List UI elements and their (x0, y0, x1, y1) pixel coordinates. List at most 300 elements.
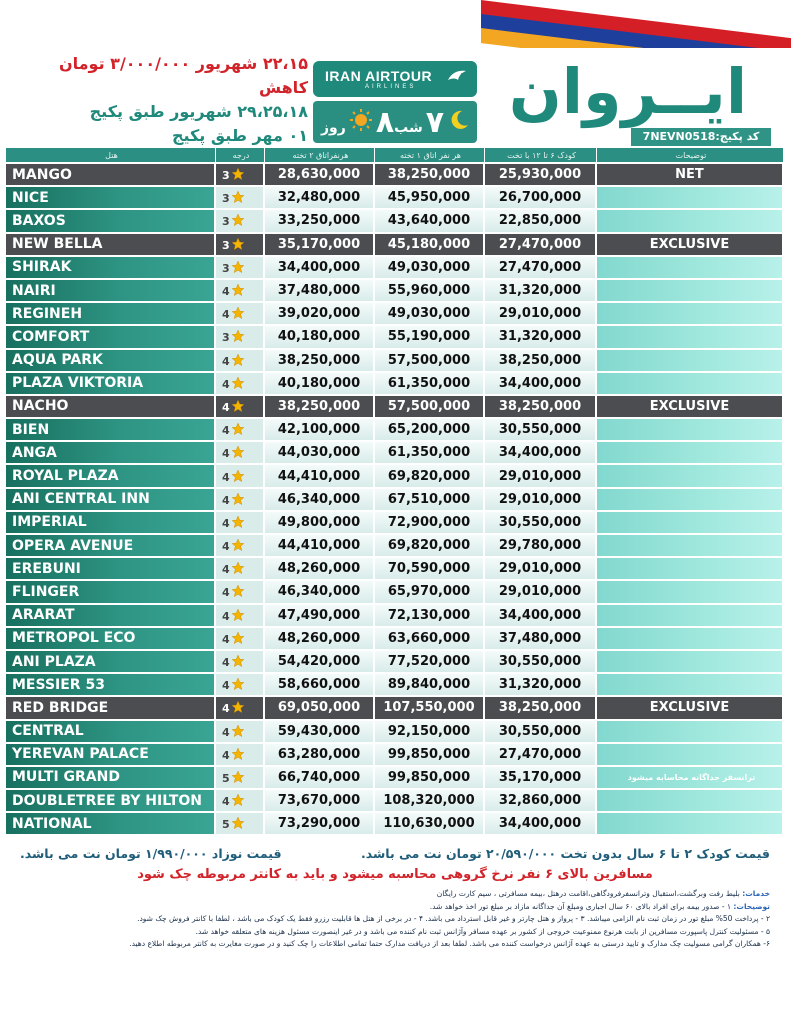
price-child: 29,010,000 (485, 489, 597, 510)
rating-value: 3 (222, 192, 230, 206)
row-notes (597, 512, 784, 533)
armenia-flag-ribbon (481, 0, 791, 48)
hotel-name: MESSIER 53 (6, 674, 216, 695)
header-single: هر نفر اتاق ۱ تخته (375, 148, 485, 162)
hotel-name: ARARAT (6, 605, 216, 626)
hotel-price-table (6, 146, 784, 836)
star-icon (230, 563, 245, 576)
hotel-name: AQUA PARK (6, 350, 216, 371)
price-single: 65,200,000 (375, 419, 485, 440)
row-notes (597, 581, 784, 602)
table-row (6, 605, 784, 626)
note-3: ۵ - مسئولیت کنترل پاسپورت مسافرین از بابت هرنوع ممنوعیت خروجی از کشور بر عهده مسافر وآژانس ثبت نام کننده می باشد و در غیر اینصورت مسئول هزینه های متعلقه خواهد شد. (195, 926, 770, 936)
table-row (6, 813, 784, 834)
star-icon (230, 447, 245, 460)
hotel-name: DOUBLETREE BY HILTON (6, 790, 216, 811)
price-double: 49,800,000 (265, 512, 375, 533)
price-single: 61,350,000 (375, 373, 485, 394)
note-4: ۶- همکاران گرامی مسولیت چک مدارک و تایید درستی به عهده آژانس درخواست کننده می باشد. لطفا بعد از دریافت مدارک حتما تمامی اطلاعات را چک کنید و در صورت مغایرت به کانتر مربوطه اطلاع دهید. (129, 939, 770, 948)
price-double: 48,260,000 (265, 558, 375, 579)
star-icon (230, 285, 245, 298)
hotel-rating (216, 350, 265, 371)
price-single: 99,850,000 (375, 744, 485, 765)
price-child: 26,700,000 (485, 187, 597, 208)
table-row (6, 280, 784, 301)
row-notes (597, 373, 784, 394)
price-child: 34,400,000 (485, 813, 597, 834)
hotel-rating (216, 396, 265, 417)
star-icon (230, 795, 245, 808)
infant-price-note: قیمت نوزاد ۱/۹۹۰/۰۰۰ تومان نت می باشد. (20, 846, 282, 861)
hotel-rating (216, 373, 265, 394)
price-child: 30,550,000 (485, 512, 597, 533)
airline-name: IRAN AIRTOUR (325, 68, 433, 84)
hotel-name: YEREVAN PALACE (6, 744, 216, 765)
price-child: 31,320,000 (485, 674, 597, 695)
row-notes (597, 257, 784, 278)
duration-box (313, 101, 477, 143)
hotel-rating (216, 581, 265, 602)
price-double: 34,400,000 (265, 257, 375, 278)
row-notes: ترانسفر جداگانه محاسابه میشود (597, 767, 784, 788)
star-icon (230, 401, 245, 414)
row-notes: EXCLUSIVE (597, 396, 784, 417)
price-double: 39,020,000 (265, 303, 375, 324)
price-child: 25,930,000 (485, 164, 597, 185)
price-single: 63,660,000 (375, 628, 485, 649)
rating-value: 4 (222, 540, 230, 554)
hotel-name: NEW BELLA (6, 234, 216, 255)
tour-dates (20, 52, 308, 148)
package-code: کد پکیج:7NEVN0518 (631, 128, 771, 146)
airline-subtitle: AIRLINES (365, 84, 417, 90)
star-icon (230, 656, 245, 669)
rating-value: 4 (222, 725, 230, 739)
header-stars: درجه (216, 148, 265, 162)
price-double: 59,430,000 (265, 721, 375, 742)
services-and-notes (20, 888, 770, 950)
hotel-rating (216, 164, 265, 185)
nights-word: شب (394, 119, 423, 136)
star-icon (230, 239, 245, 252)
hotel-name: RED BRIDGE (6, 697, 216, 718)
nights-number: ۷ (425, 104, 445, 140)
table-row (6, 465, 784, 486)
price-double: 63,280,000 (265, 744, 375, 765)
price-single: 69,820,000 (375, 535, 485, 556)
footer (20, 846, 770, 951)
price-child: 37,480,000 (485, 628, 597, 649)
star-icon (230, 540, 245, 553)
hotel-rating (216, 605, 265, 626)
rating-value: 4 (222, 795, 230, 809)
rating-value: 4 (222, 516, 230, 530)
price-single: 45,950,000 (375, 187, 485, 208)
rating-value: 4 (222, 702, 230, 716)
rating-value: 3 (222, 238, 230, 252)
price-single: 55,190,000 (375, 326, 485, 347)
row-notes (597, 535, 784, 556)
star-icon (230, 308, 245, 321)
price-single: 57,500,000 (375, 350, 485, 371)
hotel-name: BIEN (6, 419, 216, 440)
row-notes (597, 651, 784, 672)
price-child: 29,780,000 (485, 535, 597, 556)
services-line (20, 888, 770, 900)
price-single: 72,900,000 (375, 512, 485, 533)
table-row (6, 326, 784, 347)
hotel-rating (216, 813, 265, 834)
row-notes (597, 558, 784, 579)
price-double: 35,170,000 (265, 234, 375, 255)
price-child: 38,250,000 (485, 697, 597, 718)
price-double: 33,250,000 (265, 210, 375, 231)
hotel-name: ROYAL PLAZA (6, 465, 216, 486)
nights-part (394, 105, 471, 140)
row-notes (597, 489, 784, 510)
rating-value: 4 (222, 308, 230, 322)
price-child: 29,010,000 (485, 558, 597, 579)
services-label: خدمات: (742, 889, 770, 898)
price-single: 61,350,000 (375, 442, 485, 463)
price-single: 57,500,000 (375, 396, 485, 417)
days-number: ۸ (375, 104, 395, 140)
rating-value: 4 (222, 586, 230, 600)
table-row (6, 489, 784, 510)
child-price-note: قیمت کودک ۲ تا ۶ سال بدون تخت ۲۰/۵۹۰/۰۰۰ تومان نت می باشد. (360, 846, 770, 861)
hotel-rating (216, 790, 265, 811)
rating-value: 4 (222, 632, 230, 646)
price-child: 31,320,000 (485, 326, 597, 347)
star-icon (230, 169, 245, 182)
price-double: 44,410,000 (265, 535, 375, 556)
row-notes: EXCLUSIVE (597, 697, 784, 718)
table-row (6, 396, 784, 417)
hotel-name: NACHO (6, 396, 216, 417)
star-icon (230, 610, 245, 623)
hotel-rating (216, 767, 265, 788)
price-child: 27,470,000 (485, 744, 597, 765)
price-single: 108,320,000 (375, 790, 485, 811)
price-single: 55,960,000 (375, 280, 485, 301)
price-double: 46,340,000 (265, 489, 375, 510)
note-1: ۱ - صدور بیمه برای افراد بالای ۶۰ سال اجباری ومبلغ آن جداگانه مازاد بر مبلغ تور اخذ خواهد شد. (429, 901, 732, 911)
table-row (6, 651, 784, 672)
notes-line-1 (20, 901, 770, 913)
price-child: 22,850,000 (485, 210, 597, 231)
hotel-rating (216, 558, 265, 579)
table-row (6, 512, 784, 533)
header-hotel: هتل (6, 148, 216, 162)
hotel-rating (216, 257, 265, 278)
rating-value: 4 (222, 493, 230, 507)
services-text: بلیط رفت وبرگشت،استقبال وترانسفرفرودگاهی،اقامت درهتل ،بیمه مسافرتی ، سیم کارت رایگان (436, 889, 740, 898)
price-double: 44,030,000 (265, 442, 375, 463)
table-row (6, 373, 784, 394)
price-double: 73,670,000 (265, 790, 375, 811)
rating-value: 3 (222, 331, 230, 345)
price-single: 77,520,000 (375, 651, 485, 672)
rating-value: 4 (222, 656, 230, 670)
airline-logo (313, 61, 477, 97)
star-icon (230, 633, 245, 646)
price-single: 65,970,000 (375, 581, 485, 602)
table-row (6, 210, 784, 231)
price-child: 29,010,000 (485, 465, 597, 486)
row-notes: EXCLUSIVE (597, 234, 784, 255)
price-single: 67,510,000 (375, 489, 485, 510)
rating-value: 4 (222, 748, 230, 762)
rating-value: 4 (222, 679, 230, 693)
table-row (6, 164, 784, 185)
hotel-name: COMFORT (6, 326, 216, 347)
hotel-rating (216, 280, 265, 301)
table-row (6, 350, 784, 371)
rating-value: 4 (222, 447, 230, 461)
price-double: 28,630,000 (265, 164, 375, 185)
hotel-name: ANGA (6, 442, 216, 463)
star-icon (230, 818, 245, 831)
star-icon (230, 192, 245, 205)
table-row (6, 558, 784, 579)
hotel-name: SHIRAK (6, 257, 216, 278)
price-child: 38,250,000 (485, 396, 597, 417)
price-child: 38,250,000 (485, 350, 597, 371)
hotel-name: PLAZA VIKTORIA (6, 373, 216, 394)
hotel-name: NICE (6, 187, 216, 208)
hotel-rating (216, 512, 265, 533)
price-child: 30,550,000 (485, 651, 597, 672)
price-double: 47,490,000 (265, 605, 375, 626)
rating-value: 4 (222, 377, 230, 391)
price-child: 30,550,000 (485, 721, 597, 742)
hotel-rating (216, 442, 265, 463)
price-child: 30,550,000 (485, 419, 597, 440)
price-single: 110,630,000 (375, 813, 485, 834)
table-row (6, 442, 784, 463)
price-child: 31,320,000 (485, 280, 597, 301)
notes-label: توضیحات: (733, 901, 770, 911)
table-row (6, 535, 784, 556)
hotel-rating (216, 326, 265, 347)
star-icon (230, 471, 245, 484)
hotel-rating (216, 419, 265, 440)
price-child: 34,400,000 (485, 373, 597, 394)
star-icon (230, 355, 245, 368)
star-icon (230, 378, 245, 391)
row-notes (597, 187, 784, 208)
price-double: 54,420,000 (265, 651, 375, 672)
star-icon (230, 424, 245, 437)
price-single: 38,250,000 (375, 164, 485, 185)
star-icon (230, 772, 245, 785)
price-double: 38,250,000 (265, 396, 375, 417)
date-line-discount: ۲۲،۱۵ شهریور ۳/۰۰۰/۰۰۰ تومان کاهش (58, 54, 308, 97)
price-child: 27,470,000 (485, 234, 597, 255)
price-double: 69,050,000 (265, 697, 375, 718)
price-child: 34,400,000 (485, 442, 597, 463)
header-notes: توضیحات (597, 148, 784, 162)
price-double: 38,250,000 (265, 350, 375, 371)
hotel-name: CENTRAL (6, 721, 216, 742)
table-row (6, 419, 784, 440)
rating-value: 3 (222, 169, 230, 183)
row-notes (597, 744, 784, 765)
price-child: 34,400,000 (485, 605, 597, 626)
price-child: 29,010,000 (485, 303, 597, 324)
price-double: 40,180,000 (265, 326, 375, 347)
destination-title: ایــروان (508, 55, 748, 128)
table-row (6, 234, 784, 255)
row-notes (597, 721, 784, 742)
row-notes (597, 813, 784, 834)
rating-value: 4 (222, 285, 230, 299)
star-icon (230, 586, 245, 599)
rating-value: 5 (222, 771, 230, 785)
header-double: هرنفراتاق ۲ تخته (265, 148, 375, 162)
star-icon (230, 517, 245, 530)
rating-value: 4 (222, 400, 230, 414)
row-notes: NET (597, 164, 784, 185)
price-child: 32,860,000 (485, 790, 597, 811)
price-single: 89,840,000 (375, 674, 485, 695)
row-notes (597, 605, 784, 626)
price-double: 42,100,000 (265, 419, 375, 440)
price-single: 49,030,000 (375, 303, 485, 324)
hotel-name: REGINEH (6, 303, 216, 324)
rating-value: 5 (222, 818, 230, 832)
star-icon (230, 494, 245, 507)
table-row (6, 767, 784, 788)
table-row (6, 303, 784, 324)
table-header-row (6, 148, 784, 162)
group-note: مسافرین بالای ۶ نفر نرخ گروهی محاسبه میشود و باید به کانتر مربوطه چک شود (137, 867, 653, 882)
row-notes (597, 303, 784, 324)
table-row (6, 744, 784, 765)
hotel-name: FLINGER (6, 581, 216, 602)
hotel-name: METROPOL ECO (6, 628, 216, 649)
price-double: 40,180,000 (265, 373, 375, 394)
row-notes (597, 628, 784, 649)
hotel-name: ANI PLAZA (6, 651, 216, 672)
star-icon (230, 331, 245, 344)
hotel-name: MANGO (6, 164, 216, 185)
price-child: 35,170,000 (485, 767, 597, 788)
hotel-rating (216, 651, 265, 672)
row-notes (597, 326, 784, 347)
price-single: 99,850,000 (375, 767, 485, 788)
table-row (6, 721, 784, 742)
row-notes (597, 280, 784, 301)
extra-prices (20, 846, 770, 861)
price-child: 29,010,000 (485, 581, 597, 602)
table-row (6, 697, 784, 718)
bird-icon (445, 66, 469, 90)
row-notes (597, 790, 784, 811)
hotel-rating (216, 721, 265, 742)
hotel-rating (216, 234, 265, 255)
hotel-rating (216, 303, 265, 324)
row-notes (597, 419, 784, 440)
hotel-rating (216, 674, 265, 695)
price-single: 70,590,000 (375, 558, 485, 579)
row-notes (597, 442, 784, 463)
hotel-rating (216, 489, 265, 510)
price-single: 45,180,000 (375, 234, 485, 255)
rating-value: 3 (222, 215, 230, 229)
rating-value: 3 (222, 261, 230, 275)
days-word: روز (321, 119, 346, 136)
hotel-name: IMPERIAL (6, 512, 216, 533)
hotel-name: BAXOS (6, 210, 216, 231)
sun-icon (349, 108, 373, 132)
table-row (6, 187, 784, 208)
hotel-rating (216, 697, 265, 718)
date-line-package: ۲۹،۲۵،۱۸ شهریور طبق پکیج (89, 102, 308, 121)
hotel-rating (216, 628, 265, 649)
star-icon (230, 262, 245, 275)
hotel-rating (216, 535, 265, 556)
note-2: ۲ - پرداخت 50% مبلغ تور در زمان ثبت نام الزامی میباشد. ۳ - پرواز و هتل چارتر و غیر قابل استرداد می باشد. ۴ - در برخی از هتل ها قابلیت رزرو فقط یک کودک می باشد ، لطفا با کانتر فروش چک شود. (137, 914, 770, 923)
row-notes (597, 210, 784, 231)
price-single: 72,130,000 (375, 605, 485, 626)
hotel-name: MULTI GRAND (6, 767, 216, 788)
hotel-rating (216, 465, 265, 486)
hotel-name: ANI CENTRAL INN (6, 489, 216, 510)
row-notes (597, 350, 784, 371)
star-icon (230, 749, 245, 762)
rating-value: 4 (222, 563, 230, 577)
date-line-mehr: ۰۱ مهر طبق پکیج (171, 126, 308, 145)
hotel-name: NATIONAL (6, 813, 216, 834)
price-double: 37,480,000 (265, 280, 375, 301)
price-double: 66,740,000 (265, 767, 375, 788)
table-row (6, 257, 784, 278)
row-notes (597, 465, 784, 486)
price-single: 43,640,000 (375, 210, 485, 231)
table-row (6, 628, 784, 649)
hotel-rating (216, 744, 265, 765)
rating-value: 4 (222, 609, 230, 623)
rating-value: 4 (222, 354, 230, 368)
moon-icon (447, 108, 471, 132)
hotel-name: OPERA AVENUE (6, 535, 216, 556)
hotel-rating (216, 210, 265, 231)
price-double: 46,340,000 (265, 581, 375, 602)
days-part (321, 105, 394, 140)
row-notes (597, 674, 784, 695)
price-double: 32,480,000 (265, 187, 375, 208)
price-double: 48,260,000 (265, 628, 375, 649)
hotel-rating (216, 187, 265, 208)
hotel-name: NAIRI (6, 280, 216, 301)
price-double: 73,290,000 (265, 813, 375, 834)
price-single: 92,150,000 (375, 721, 485, 742)
price-single: 107,550,000 (375, 697, 485, 718)
rating-value: 4 (222, 470, 230, 484)
rating-value: 4 (222, 424, 230, 438)
table-body (6, 164, 784, 834)
price-double: 44,410,000 (265, 465, 375, 486)
price-double: 58,660,000 (265, 674, 375, 695)
star-icon (230, 679, 245, 692)
hotel-name: EREBUNI (6, 558, 216, 579)
price-child: 27,470,000 (485, 257, 597, 278)
price-single: 69,820,000 (375, 465, 485, 486)
table-row (6, 581, 784, 602)
header-child: کودک ۶ تا ۱۲ با تخت (485, 148, 597, 162)
table-row (6, 790, 784, 811)
